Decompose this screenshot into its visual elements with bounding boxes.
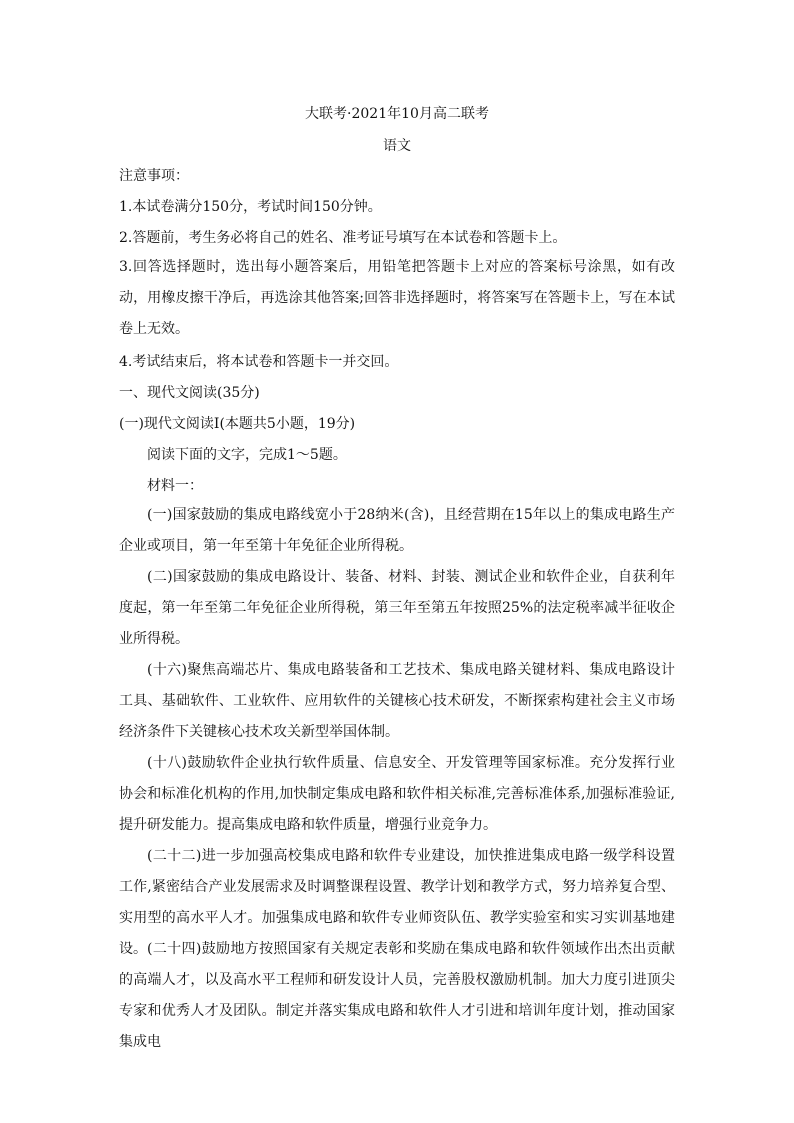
notice-item-1: 1.本试卷满分150分，考试时间150分钟。 <box>119 199 382 215</box>
paragraph-6: (二十四)鼓励地方按照国家有关规定表彰和奖励在集成电路和软件领域作出杰出贡献的高端人才，以及高水平工程师和研发设计人员，完善股权激励机制。加大力度引进顶尖专家和优秀人才及团队。制定并落实集成电路和软件人才引进和培训年度计划，推动国家集成电 <box>119 941 675 1050</box>
section-title: 一、现代文阅读(35分) <box>119 385 260 401</box>
section-subtitle: (一)现代文阅读I(本题共5小题，19分) <box>119 416 356 432</box>
reading-instruction: 阅读下面的文字，完成1～5题。 <box>147 447 347 463</box>
subject-title: 语文 <box>383 138 411 154</box>
paragraph-2: (二)国家鼓励的集成电路设计、装备、材料、封装、测试企业和软件企业，自获利年度起，第一年至第二年免征企业所得税，第三年至第五年按照25%的法定税率减半征收企业所得税。 <box>119 569 675 647</box>
paragraph-5: (二十二)进一步加强高校集成电路和软件专业建设，加快推进集成电路一级学科设置工作,紧密结合产业发展需求及时调整课程设置、教学计划和教学方式，努力培养复合型、实用型的高水平人才。加强集成电路和软件专业师资队伍、教学实验室和实习实训基地建设。 <box>119 848 675 957</box>
notice-item-3: 3.回答选择题时，选出每小题答案后，用铅笔把答题卡上对应的答案标号涂黑，如有改动，用橡皮擦干净后，再选涂其他答案;回答非选择题时，将答案写在答题卡上，写在本试卷上无效。 <box>119 259 675 337</box>
notice-item-2: 2.答题前，考生务必将自己的姓名、准考证号填写在本试卷和答题卡上。 <box>119 230 567 246</box>
paragraph-3: (十六)聚焦高端芯片、集成电路装备和工艺技术、集成电路关键材料、集成电路设计工具、基础软件、工业软件、应用软件的关键核心技术研发，不断探索构建社会主义市场经济条件下关键核心技术攻关新型举国体制。 <box>119 662 675 740</box>
notice-item-4: 4.考试结束后，将本试卷和答题卡一并交回。 <box>119 354 399 370</box>
notice-heading: 注意事项： <box>119 168 189 184</box>
paragraph-4: (十八)鼓励软件企业执行软件质量、信息安全、开发管理等国家标准。充分发挥行业协会和标准化机构的作用,加快制定集成电路和软件相关标准,完善标准体系,加强标准验证,提升研发能力。提高集成电路和软件质量，增强行业竞争力。 <box>119 755 675 833</box>
material-label: 材料一： <box>147 478 203 494</box>
exam-title: 大联考·2021年10月高二联考 <box>305 106 489 122</box>
paragraph-1: (一)国家鼓励的集成电路线宽小于28纳米(含)，且经营期在15年以上的集成电路生产企业或项目，第一年至第十年免征企业所得税。 <box>119 507 675 554</box>
